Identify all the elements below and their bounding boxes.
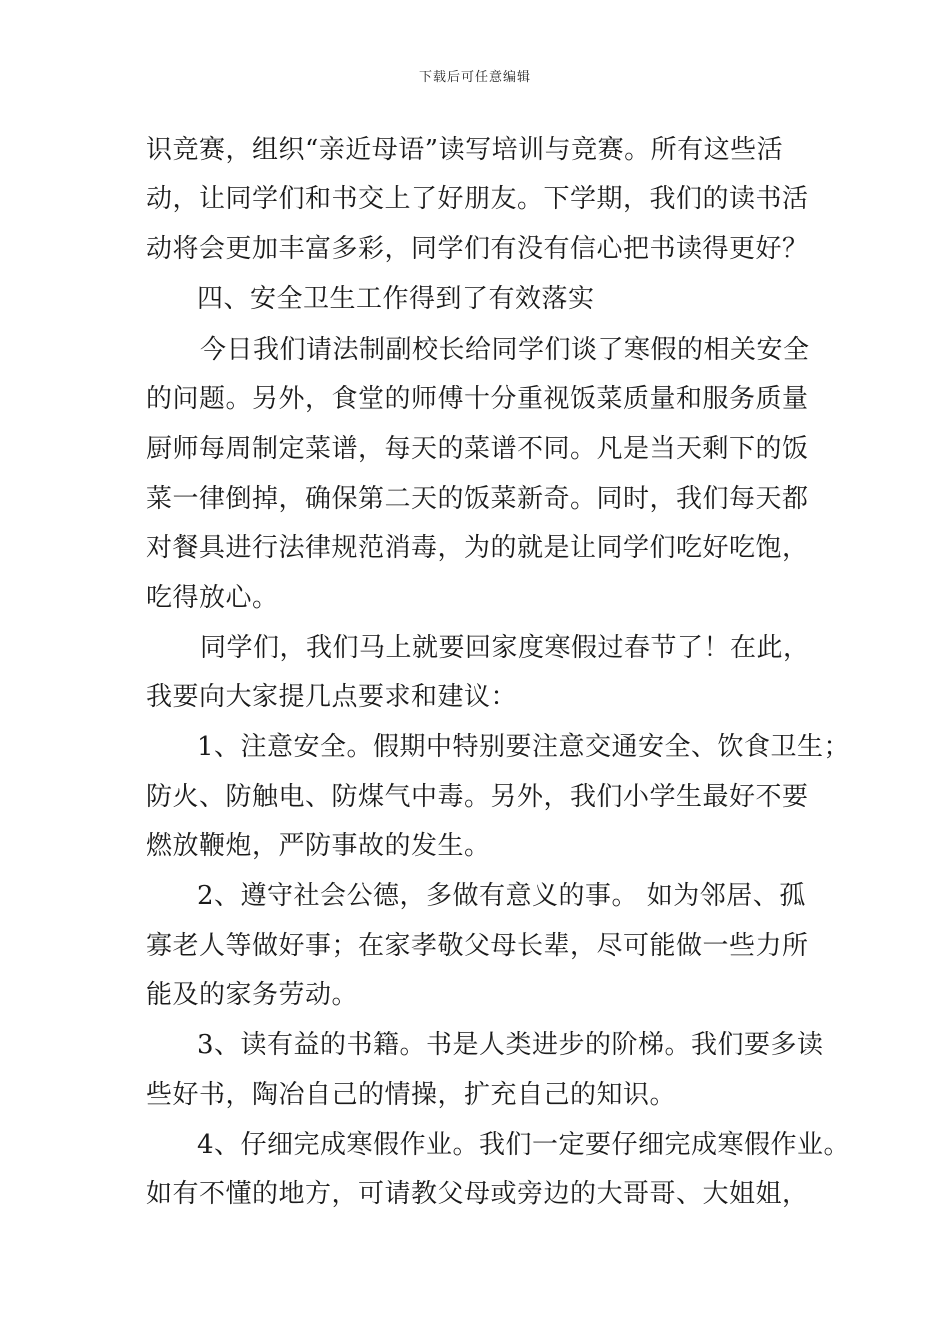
text-line: 动将会更加丰富多彩，同学们有没有信心把书读得更好？ bbox=[146, 234, 809, 264]
text-line: 燃放鞭炮，严防事故的发生。 bbox=[146, 831, 491, 861]
text-line: 动，让同学们和书交上了好朋友。下学期，我们的读书活 bbox=[146, 184, 809, 214]
text-line: 些好书，陶冶自己的情操，扩充自己的知识。 bbox=[146, 1080, 677, 1110]
text-line: 1、注意安全。假期中特别要注意交通安全、饮食卫生； bbox=[197, 732, 851, 762]
text-line: 同学们，我们马上就要回家度寒假过春节了！在此， bbox=[200, 633, 810, 663]
section-heading: 四、安全卫生工作得到了有效落实 bbox=[197, 284, 595, 314]
text-line: 防火、防触电、防煤气中毒。另外，我们小学生最好不要 bbox=[146, 782, 809, 812]
text-line: 3、读有益的书籍。书是人类进步的阶梯。我们要多读 bbox=[197, 1030, 824, 1060]
text-line: 能及的家务劳动。 bbox=[146, 980, 359, 1010]
page-header: 下载后可任意编辑 bbox=[418, 70, 531, 85]
text-line: 吃得放心。 bbox=[146, 583, 279, 613]
text-line: 如有不懂的地方，可请教父母或旁边的大哥哥、大姐姐， bbox=[146, 1179, 809, 1209]
text-line: 的问题。另外，食堂的师傅十分重视饭菜质量和服务质量 bbox=[146, 384, 809, 414]
text-line: 我要向大家提几点要求和建议： bbox=[146, 682, 518, 712]
text-line: 对餐具进行法律规范消毒，为的就是让同学们吃好吃饱， bbox=[146, 533, 809, 563]
text-line: 厨师每周制定菜谱，每天的菜谱不同。凡是当天剩下的饭 bbox=[146, 434, 809, 464]
text-line: 今日我们请法制副校长给同学们谈了寒假的相关安全 bbox=[200, 335, 810, 365]
text-line: 识竞赛，组织“亲近母语”读写培训与竞赛。所有这些活 bbox=[146, 135, 784, 165]
text-line: 菜一律倒掉，确保第二天的饭菜新奇。同时，我们每天都 bbox=[146, 484, 809, 514]
text-line: 4、仔细完成寒假作业。我们一定要仔细完成寒假作业。 bbox=[197, 1130, 851, 1160]
text-line: 寡老人等做好事；在家孝敬父母长辈，尽可能做一些力所 bbox=[146, 931, 809, 961]
text-line: 2、遵守社会公德，多做有意义的事。 如为邻居、孤 bbox=[197, 881, 806, 911]
